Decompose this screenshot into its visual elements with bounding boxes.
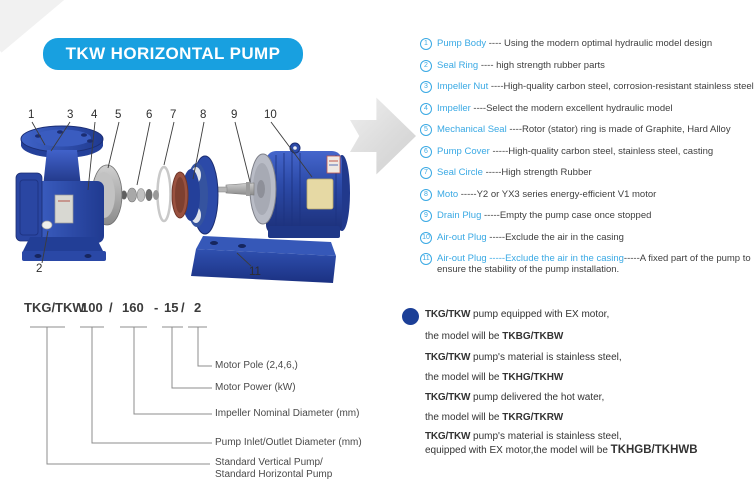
part-desc: -----High-quality carbon steel, stainless steel, casting [489,145,714,157]
part-item [420,38,754,50]
part-name: Seal Ring [437,59,479,71]
motor-nameplate [307,179,333,209]
part-item [420,124,754,136]
part-desc: -----High strength Rubber [482,167,592,178]
model-code-series: TKG/TKW [24,300,85,315]
part-name: Air-out Plug -----Exclude the air in the casing [437,253,624,264]
part-item [420,146,754,158]
part-item [420,81,754,93]
part-index-badge: 2 [420,60,432,72]
part-item [420,167,754,179]
part-desc-line2: ensure the stability of the pump installation. [437,264,620,275]
seal-circle-shape [158,167,171,221]
model-label-motor-pole: Motor Pole (2,4,6,) [215,360,298,371]
model-label-standard-h: Standard Horizontal Pump [215,469,333,480]
part-name: Impeller [437,102,471,114]
part-name: Pump Cover [437,145,490,157]
model-label-motor-power: Motor Power (kW) [215,382,296,393]
model-code-power: 15 [164,300,179,315]
note-line: the model will be TKBG/TKBW [425,331,564,342]
part-item [420,189,754,201]
model-label-impeller-dia: Impeller Nominal Diameter (mm) [215,408,360,419]
part-name: Moto [437,188,459,200]
model-code-sep2: - [154,300,159,315]
note-line: the model will be TKHG/TKHW [425,372,564,383]
part-index-badge: 7 [420,167,432,179]
part-index-badge: 11 [420,253,432,265]
callout-9: 9 [231,109,238,121]
note-line: equipped with EX motor,the model will be TKHGB/TKHWB [425,444,698,456]
note-line: TKG/TKW pump delivered the hot water, [425,392,605,403]
note-line: TKG/TKW pump equipped with EX motor, [425,309,610,320]
callout-1: 1 [28,109,35,121]
model-code-lines [20,318,350,478]
title-banner [43,38,303,70]
part-index-badge: 1 [420,38,432,50]
note-line: TKG/TKW pump's material is stainless steel, [425,431,622,442]
callout-5: 5 [115,109,122,121]
base-shape [191,236,336,283]
motor-shape [218,143,350,238]
part-name: Mechanical Seal [437,124,507,135]
bullet-dot [402,308,419,325]
callout-8: 8 [200,109,207,121]
part-name: Seal Circle [437,167,483,178]
part-item [420,232,754,244]
model-code-inlet: 100 [81,300,103,315]
part-index-badge: 9 [420,210,432,222]
part-desc: ---- high strength rubber parts [478,59,605,71]
part-desc: -----Y2 or YX3 series energy-efficient V1 motor [458,188,657,200]
body-nameplate [55,195,73,223]
part-desc: -----Empty the pump case once stopped [481,210,652,221]
model-code-sep3: / [181,300,185,315]
callout-2: 2 [36,263,43,275]
part-desc: -----A fixed part of the pump to [623,253,751,264]
part-item [420,210,754,222]
model-code-pole: 2 [194,300,202,315]
shaft-shape [218,182,254,196]
callout-3: 3 [67,109,74,121]
part-name: Impeller Nut [437,81,489,92]
parts-list [420,38,754,285]
part-index-badge: 6 [420,146,432,158]
page-title: TKW HORIZONTAL PUMP [65,44,281,63]
callout-11: 11 [249,266,261,278]
part-desc: ----Select the modern excellent hydraulic model [470,102,673,114]
part-desc: -----Exclude the air in the casing [486,231,624,243]
part-index-badge: 10 [420,232,432,244]
part-item [420,60,754,72]
model-code-sep1: / [109,300,113,315]
model-label-inlet-dia: Pump Inlet/Outlet Diameter (mm) [215,437,362,448]
part-desc: ---- Using the modern optimal hydraulic model design [486,38,713,49]
part-desc: ----Rotor (stator) ring is made of Graphite, Hard Alloy [506,124,731,135]
callout-7: 7 [170,109,177,121]
mechanical-seal-shape [121,188,159,202]
callout-10: 10 [264,109,277,121]
part-desc: ----High-quality carbon steel, corrosion-resistant stainless steel [488,81,754,92]
note-line: the model will be TKRG/TKRW [425,412,564,423]
part-index-badge: 4 [420,103,432,115]
part-index-badge: 8 [420,189,432,201]
model-code-impeller: 160 [122,300,144,315]
model-label-standard-v: Standard Vertical Pump/ [215,457,323,468]
note-line: TKG/TKW pump's material is stainless steel, [425,352,622,363]
part-item [420,253,754,275]
part-name: Drain Plug [437,210,482,221]
part-name: Pump Body [437,38,487,49]
part-index-badge: 5 [420,124,432,136]
drain-plug-shape [42,221,52,229]
part-item [420,103,754,115]
part-index-badge: 3 [420,81,432,93]
callout-4: 4 [91,109,98,121]
callout-6: 6 [146,109,153,121]
part-name: Air-out Plug [437,231,487,243]
